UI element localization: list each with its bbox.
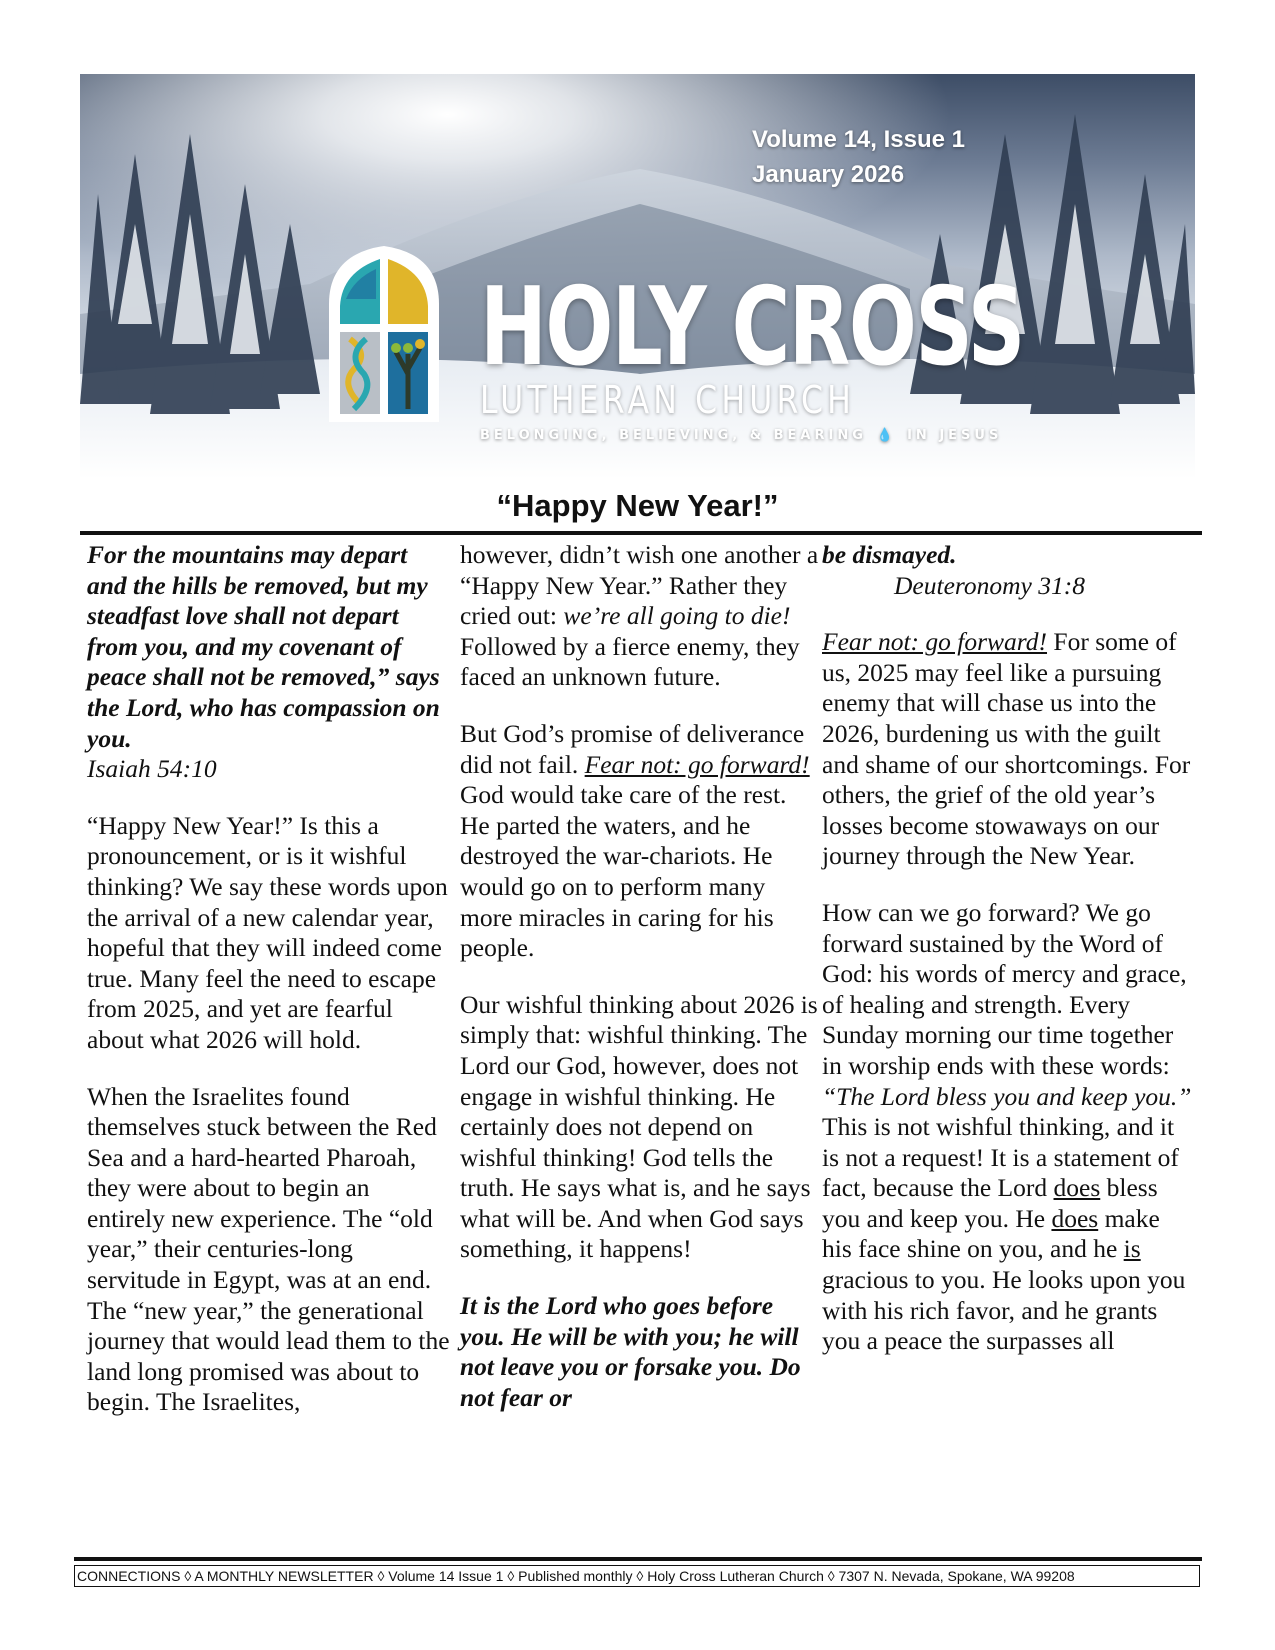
underlined-word: is <box>1123 1234 1141 1264</box>
paragraph <box>822 627 1194 872</box>
column-1 <box>87 540 452 1444</box>
newsletter-footer: CONNECTIONS ◊ A MONTHLY NEWSLETTER ◊ Volume 14 Issue 1 ◊ Published monthly ◊ Holy Cross Lutheran Church ◊ 7307 N. Nevada, Spokane, WA 99208 <box>74 1565 1200 1587</box>
paragraph: Our wishful thinking about 2026 is simply that: wishful thinking. The Lord our God, however, does not engage in wishful thinking. He certainly does not depend on wishful thinking! God tells the truth. He says what is, and he says what will be. And when God says something, it happens! <box>460 989 818 1264</box>
paragraph <box>460 719 820 964</box>
paragraph: When the Israelites found themselves stuck between the Red Sea and a hard-hearted Pharoah, they were about to begin an entirely new experience. The “old year,” their centuries-long servitude in Egypt, was at an end. The “new year,” the generational journey that would lead them to the land long promised was about to begin. The Israelites, <box>87 1081 450 1417</box>
deuteronomy-verse: It is the Lord who goes before you. He will be with you; he will not leave you or forsake you. Do not fear or <box>460 1291 801 1412</box>
deuteronomy-verse-end: be dismayed. <box>822 540 957 569</box>
volume-issue: Volume 14, Issue 1 <box>752 126 965 153</box>
water-drop-icon: 💧 <box>876 428 894 443</box>
underlined-word: does <box>1053 1173 1101 1203</box>
text-run: however, didn’t wish one another a “Happy New Year.” Rather they cried out: <box>460 540 819 631</box>
isaiah-reference: Isaiah 54:10 <box>87 754 217 784</box>
blessing-quote: “The Lord bless you and keep you.” <box>822 1081 1192 1111</box>
tagline-right: IN JESUS <box>907 428 1003 443</box>
issue-date: January 2026 <box>752 161 905 188</box>
church-subtitle: LUTHERAN CHURCH <box>480 378 855 422</box>
paragraph <box>460 540 820 693</box>
text-run: make his face shine on you, and he <box>822 1203 1160 1264</box>
paragraph: “Happy New Year!” Is this a pronouncement, or is it wishful thinking? We say these words upon the arrival of a new calendar year, hopeful that they will indeed come true. Many feel the need to escape from 2025, and yet are fearful about what 2026 will hold. <box>87 810 448 1054</box>
column-2 <box>460 540 820 1413</box>
underlined-word: does <box>1051 1203 1099 1233</box>
text-run: God would take care of the rest. He parted the waters, and he destroyed the war-chariots. He would go on to perform many more miracles in caring for his people. <box>460 780 787 963</box>
headline-divider <box>80 531 1202 535</box>
article-headline: “Happy New Year!” <box>496 488 779 523</box>
text-run: How can we go forward? We go forward sustained by the Word of God: his words of mercy and grace, of healing and strength. Every Sunday morning our time together in worship ends with these words: <box>822 897 1187 1080</box>
isaiah-verse: For the mountains may depart and the hills be removed, but my steadfast love shall not depart from you, and my covenant of peace shall not be removed,” says the Lord, who has compassion on you. <box>87 540 440 753</box>
church-name: HOLY CROSS <box>480 265 1024 390</box>
text-run: gracious to you. He looks upon you with his rich favor, and he grants you a peace the surpasses all <box>822 1265 1186 1356</box>
masthead-banner <box>80 74 1195 479</box>
paragraph <box>822 898 1194 1357</box>
fear-not-phrase: Fear not: go forward! <box>822 627 1048 657</box>
tagline-left: BELONGING, BELIEVING, & BEARING <box>480 428 867 443</box>
footer-divider <box>74 1557 1202 1561</box>
text-run: Followed by a fierce enemy, they faced an unknown future. <box>460 631 800 692</box>
text-run: But God’s promise of deliverance did not fail. <box>460 718 805 779</box>
issue-info <box>752 122 965 192</box>
tagline <box>480 428 1002 443</box>
text-run: For some of us, 2025 may feel like a pursuing enemy that will chase us into the 2026, burdening us with the guilt and shame of our shortcomings. For others, the grief of the old year’s losses become stowaways on our journey through the New Year. <box>822 627 1191 871</box>
text-run: This is not wishful thinking, and it is not a request! It is a statement of fact, because the Lord <box>822 1112 1179 1203</box>
church-window-logo <box>324 244 444 424</box>
fear-not-phrase: Fear not: go forward! <box>584 749 810 779</box>
column-3 <box>822 540 1194 1383</box>
italic-quote: we’re all going to die! <box>563 601 791 631</box>
text-run: bless you and keep you. He <box>822 1173 1158 1233</box>
deuteronomy-reference: Deuteronomy 31:8 <box>894 570 1085 600</box>
